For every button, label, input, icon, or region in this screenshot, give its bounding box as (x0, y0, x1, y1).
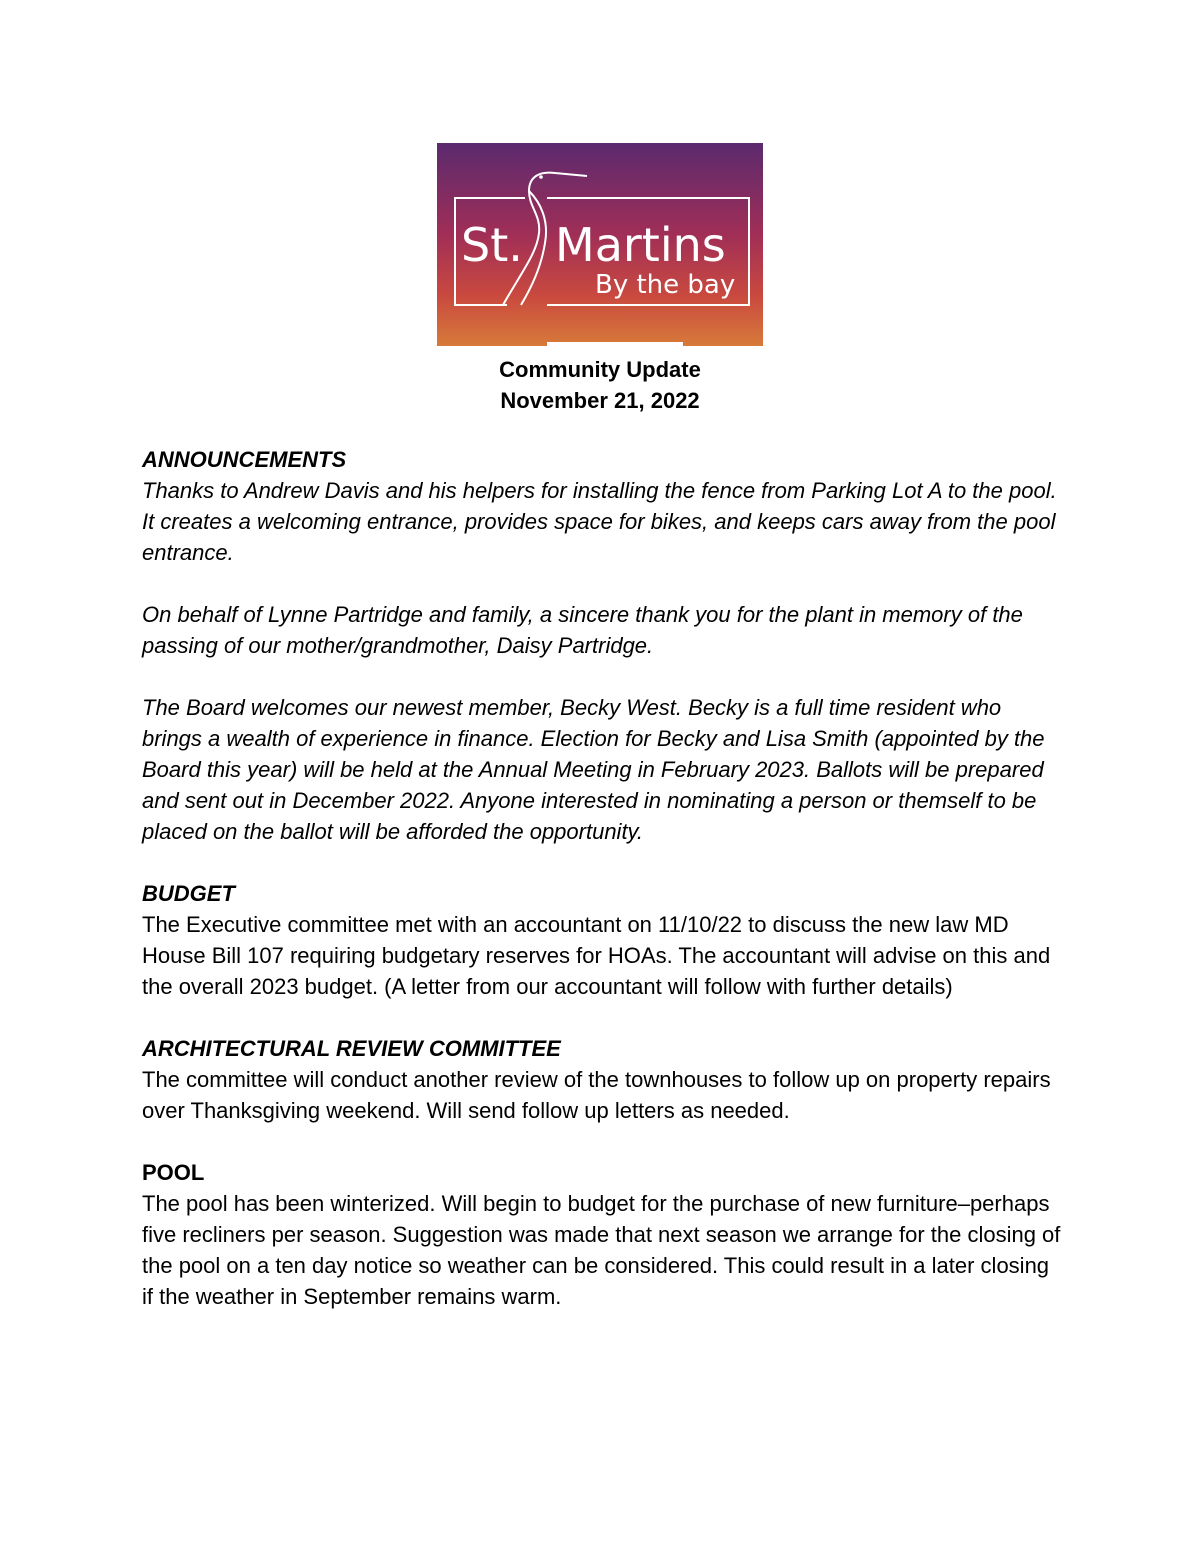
section-title-pool: POOL (142, 1160, 205, 1185)
announcement-fence: Thanks to Andrew Davis and his helpers for installing the fence from Parking Lot A to the pool. It creates a welcoming entrance, provides space for bikes, and keeps cars away from the pool entrance. (142, 478, 1057, 565)
pool-text: The pool has been winterized. Will begin to budget for the purchase of new furniture–perhaps five recliners per season. Suggestion was made that next season we arrange for the closing of the pool on a ten day notice so weather can be considered. This could result in a later closing if the weather in September remains warm. (142, 1191, 1061, 1309)
announcement-partridge: On behalf of Lynne Partridge and family, a sincere thank you for the plant in memory of the passing of our mother/grandmother, Daisy Partridge. (142, 602, 1023, 658)
section-title-architectural: ARCHITECTURAL REVIEW COMMITTEE (142, 1036, 561, 1061)
logo-text-st: St. (461, 218, 523, 272)
announcement-new-member: The Board welcomes our newest member, Becky West. Becky is a full time resident who brings a wealth of experience in finance. Election for Becky and Lisa Smith (appointed by the Board this year) will be held at the Annual Meeting in February 2023. Ballots will be prepared and sent out in December 2022. Anyone interested in nominating a person or themself to be placed on the ballot will be afforded the opportunity. (142, 695, 1045, 844)
section-title-budget: BUDGET (142, 881, 235, 906)
logo-text-martins: Martins (555, 218, 726, 272)
logo-graphic (437, 143, 763, 346)
document-date: November 21, 2022 (500, 388, 700, 413)
document-body (142, 444, 1062, 1312)
architectural-text: The committee will conduct another review of the townhouses to follow up on property repairs over Thanksgiving weekend. Will send follow up letters as needed. (142, 1067, 1051, 1123)
section-title-announcements: ANNOUNCEMENTS (142, 447, 347, 472)
budget-text: The Executive committee met with an accountant on 11/10/22 to discuss the new law MD House Bill 107 requiring budgetary reserves for HOAs. The accountant will advise on this and the overall 2023 budget. (A letter from our accountant will follow with further details) (142, 912, 1051, 999)
logo-bottom-bar (547, 342, 683, 346)
section-announcements (142, 444, 1062, 847)
logo-text-by-the-bay: By the bay (595, 270, 736, 300)
document-title: Community Update (499, 357, 701, 382)
section-architectural (142, 1033, 1062, 1126)
document-header (0, 354, 1200, 416)
section-budget (142, 878, 1062, 1002)
heron-eye-icon (539, 175, 543, 179)
st-martins-logo (437, 143, 763, 346)
section-pool (142, 1157, 1062, 1312)
